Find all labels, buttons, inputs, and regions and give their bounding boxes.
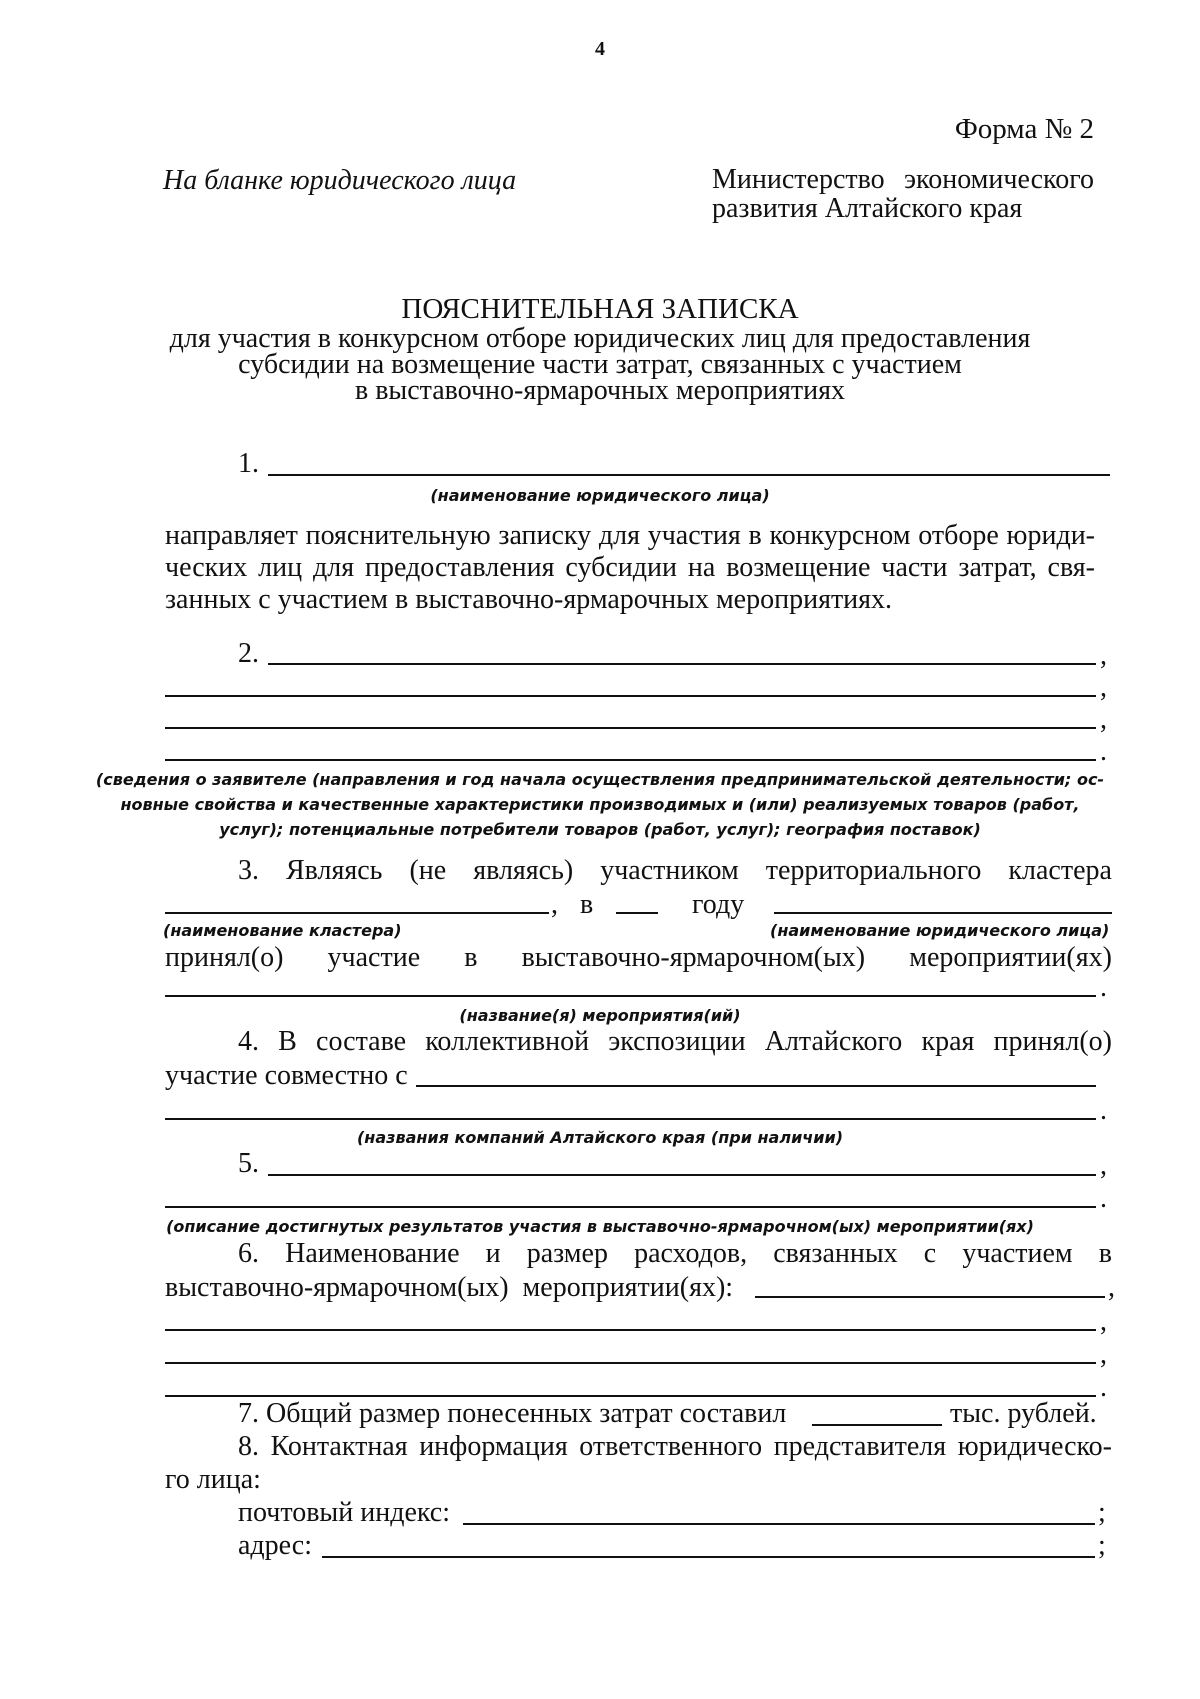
item3-word: (не [409,855,447,886]
item3-entity-caption: (наименование юридического лица) [770,921,1110,940]
item3-year-label: году [692,889,745,920]
item1-text [165,520,1095,616]
item5-field-line1[interactable] [268,1174,1096,1176]
title-line-2: субсидии на возмещение части затрат, связанных с участием [238,349,962,380]
item5-caption: (описание достигнутых результатов участия в выставочно-ярмарочном(ых) мероприятии(ях) [166,1217,1034,1236]
item2-comma-3: , [1100,704,1107,735]
letterhead-note: На бланке юридического лица [163,165,517,196]
document-title: ПОЯСНИТЕЛЬНАЯ ЗАПИСКА [401,293,799,325]
postal-code-semicolon: ; [1098,1497,1106,1528]
address-semicolon: ; [1098,1530,1106,1561]
item3-word: 3. [238,855,259,886]
item6-word: расходов, [634,1238,748,1269]
item6-comma-2: , [1100,1306,1107,1337]
item6-word: 6. [238,1238,259,1269]
item6-word: участием [962,1238,1073,1269]
item2-caption-line3: услуг); потенциальные потребители товаров (работ, услуг); география поставок) [219,820,981,839]
item4-caption: (названия компаний Алтайского края (при наличии) [356,1128,843,1147]
item1-number: 1. [238,448,259,479]
item7-amount-field[interactable] [812,1424,942,1426]
addressee-word2: экономического [904,164,1094,195]
address-field[interactable] [322,1556,1095,1558]
item2-field-line2[interactable] [165,695,1096,697]
addressee-word1: Министерство [712,164,885,195]
item4-companies-field-2[interactable] [165,1118,1096,1120]
item6-word: в [1098,1238,1112,1269]
item8-line2: го лица: [165,1464,261,1495]
item3-word: в [464,942,478,973]
item6-word: размер [526,1238,608,1269]
title-line-1: для участия в конкурсном отборе юридических лиц для предоставления [169,323,1031,354]
item3-word: выставочно-ярмарочном(ых) [521,942,866,973]
address-label: адрес: [238,1530,313,1561]
item2-field-line3[interactable] [165,727,1096,729]
addressee [712,165,1094,223]
item3-cluster-field[interactable] [165,912,549,914]
item7-text: 7. Общий размер понесенных затрат составил [238,1398,787,1429]
item2-number: 2. [238,638,259,669]
item3-word: участником [600,855,739,886]
item3-word: Являясь [286,855,383,886]
item2-field-line4[interactable] [165,759,1096,761]
item6-word: связанных [773,1238,898,1269]
item6-period: . [1100,1372,1107,1403]
item2-field-line1[interactable] [268,663,1096,665]
item6-line1 [238,1238,1112,1270]
form-number: Форма № 2 [954,113,1094,145]
item3-event-caption: (название(я) мероприятия(ий) [459,1006,741,1025]
postal-code-field[interactable] [463,1523,1095,1525]
item2-caption-line1: (сведения о заявителе (направления и год начала осуществления предпринимательской деятельности; ос- [95,770,1105,789]
item6-expenses-field-2[interactable] [165,1329,1096,1331]
item2-comma-2: , [1100,672,1107,703]
item2-caption-line2: новные свойства и качественные характеристики производимых и (или) реализуемых товаров (работ, [120,795,1080,814]
item1-text-line2: ческих лиц для предоставления субсидии на возмещение части затрат, свя- [165,552,1095,583]
item8-line1: 8. Контактная информация ответственного представителя юридическо- [238,1431,1112,1462]
item3-line1 [238,855,1112,887]
item3-comma: , [551,889,558,920]
item6-expenses-field-4[interactable] [165,1395,1096,1397]
item5-period: . [1100,1183,1107,1214]
item3-word: участие [327,942,421,973]
item4-line2: участие совместно с [165,1060,408,1091]
item3-word: являясь) [473,855,574,886]
item6-expenses-field-1[interactable] [755,1296,1105,1298]
item1-text-line3: занных с участием в выставочно-ярмарочных мероприятиях. [165,584,893,615]
item3-entity-field[interactable] [774,912,1112,914]
item3-line3 [165,942,1112,974]
item6-comma-3: , [1100,1339,1107,1370]
item7-unit: тыс. рублей. [950,1398,1097,1429]
item3-in: в [580,889,594,920]
item1-text-line1: направляет пояснительную записку для участия в конкурсном отборе юриди- [165,520,1095,551]
item6-comma-1: , [1108,1272,1115,1303]
item6-expenses-field-3[interactable] [165,1362,1096,1364]
item4-period: . [1100,1095,1107,1126]
addressee-line2: развития Алтайского края [712,193,1023,224]
title-line-3: в выставочно-ярмарочных мероприятиях [354,375,846,406]
item3-word: территориального [765,855,982,886]
item3-word: мероприятии(ях) [909,942,1112,973]
item4-companies-field[interactable] [416,1085,1096,1087]
item3-cluster-caption: (наименование кластера) [163,921,402,940]
item1-entity-field[interactable] [268,474,1110,476]
item3-event-field[interactable] [165,995,1096,997]
item6-word: с [923,1238,937,1269]
item3-word: кластера [1008,855,1112,886]
item5-field-line2[interactable] [165,1206,1096,1208]
item5-comma: , [1100,1150,1107,1181]
item3-period: . [1100,972,1107,1003]
item5-number: 5. [238,1148,259,1179]
item2-period: . [1100,736,1107,767]
item3-word: принял(о) [165,942,284,973]
item6-word: Наименование [285,1238,460,1269]
item1-caption: (наименование юридического лица) [430,486,770,505]
item6-word: и [485,1238,501,1269]
item2-comma-1: , [1100,640,1107,671]
page-number: 4 [595,38,605,60]
postal-code-label: почтовый индекс: [238,1497,450,1528]
item3-year-field[interactable] [616,912,658,914]
item4-line1: 4. В составе коллективной экспозиции Алтайского края принял(о) [238,1026,1112,1057]
item6-line2: выставочно-ярмарочном(ых) мероприятии(ях): [165,1272,734,1303]
